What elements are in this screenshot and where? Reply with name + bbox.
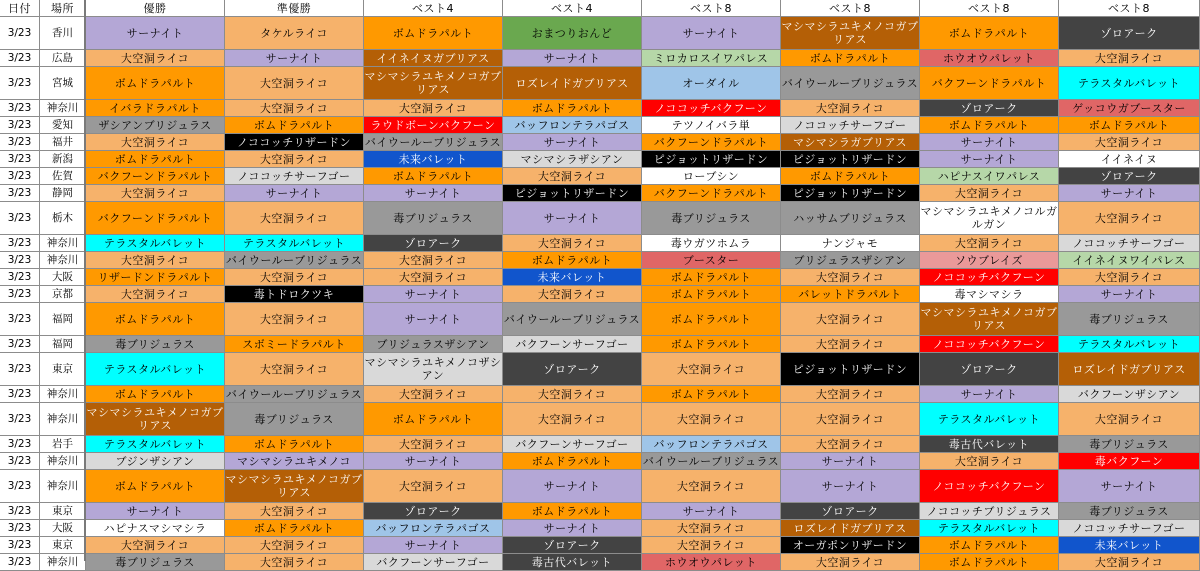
place-cell[interactable]: 東京 [40,503,86,520]
place-cell[interactable]: 神奈川 [40,554,86,571]
deck-cell[interactable]: バクフーンドラパルト [86,202,225,235]
deck-cell[interactable]: ボムドラパルト [642,286,781,303]
deck-cell[interactable]: ノココッチバクフーン [920,470,1059,503]
deck-cell[interactable]: マシマシラユキメノコ [225,453,364,470]
deck-cell[interactable]: 毒ブリジュラス [1059,503,1200,520]
deck-cell[interactable]: サーナイト [364,453,503,470]
deck-cell[interactable]: 毒ブリジュラス [1059,303,1200,336]
place-cell[interactable]: 神奈川 [40,252,86,269]
deck-cell[interactable]: テラスタルバレット [86,436,225,453]
column-header[interactable]: ベスト4 [364,0,503,17]
deck-cell[interactable]: ロズレイドガブリアス [1059,353,1200,386]
deck-cell[interactable]: ピジョットリザードン [781,151,920,168]
deck-cell[interactable]: イイネイヌワイパレス [1059,252,1200,269]
place-cell[interactable]: 東京 [40,353,86,386]
deck-cell[interactable]: 毒トドロクツキ [225,286,364,303]
deck-cell[interactable]: タケルライコ [225,17,364,50]
deck-cell[interactable]: バクフーンザシアン [1059,386,1200,403]
deck-cell[interactable]: ボムドラパルト [86,470,225,503]
deck-cell[interactable]: ブリジュラスザシアン [364,336,503,353]
deck-cell[interactable]: ゾロアーク [503,537,642,554]
date-cell[interactable]: 3/23 [0,67,40,100]
deck-cell[interactable]: 大空洞ライコ [642,470,781,503]
column-header[interactable]: 場所 [40,0,86,17]
deck-cell[interactable]: サーナイト [781,453,920,470]
deck-cell[interactable]: 大空洞ライコ [225,503,364,520]
column-header[interactable]: ベスト4 [503,0,642,17]
deck-cell[interactable]: 大空洞ライコ [642,537,781,554]
date-cell[interactable]: 3/23 [0,252,40,269]
column-header[interactable]: ベスト8 [781,0,920,17]
deck-cell[interactable]: バイウールーブリジュラス [781,67,920,100]
deck-cell[interactable]: サーナイト [642,17,781,50]
deck-cell[interactable]: ボムドラパルト [503,100,642,117]
deck-cell[interactable]: 毒古代バレット [503,554,642,571]
deck-cell[interactable]: マシマシラザシアン [503,151,642,168]
deck-cell[interactable]: 大空洞ライコ [225,537,364,554]
deck-cell[interactable]: マシマシラユキメノコガブリアス [225,470,364,503]
place-cell[interactable]: 新潟 [40,151,86,168]
deck-cell[interactable]: マシマシラユキメノコザシアン [364,353,503,386]
deck-cell[interactable]: ボムドラパルト [920,554,1059,571]
place-cell[interactable]: 神奈川 [40,100,86,117]
deck-cell[interactable]: ボムドラパルト [642,269,781,286]
place-cell[interactable]: 栃木 [40,202,86,235]
deck-cell[interactable]: 大空洞ライコ [1059,554,1200,571]
date-cell[interactable]: 3/23 [0,17,40,50]
place-cell[interactable]: 佐賀 [40,168,86,185]
deck-cell[interactable]: ローブシン [642,168,781,185]
date-cell[interactable]: 3/23 [0,100,40,117]
deck-cell[interactable]: 大空洞ライコ [225,353,364,386]
place-cell[interactable]: 神奈川 [40,453,86,470]
deck-cell[interactable]: バイウールーブリジュラス [642,453,781,470]
deck-cell[interactable]: ラウドボーンバクフーン [364,117,503,134]
place-cell[interactable]: 福井 [40,134,86,151]
deck-cell[interactable]: サーナイト [920,151,1059,168]
deck-cell[interactable]: 大空洞ライコ [1059,134,1200,151]
deck-cell[interactable]: 大空洞ライコ [225,100,364,117]
deck-cell[interactable]: 大空洞ライコ [1059,202,1200,235]
deck-cell[interactable]: ボムドラパルト [364,17,503,50]
date-cell[interactable]: 3/23 [0,235,40,252]
deck-cell[interactable]: ピジョットリザードン [503,185,642,202]
place-cell[interactable]: 大阪 [40,520,86,537]
deck-cell[interactable]: ブリジュラスザシアン [781,252,920,269]
deck-cell[interactable]: バクフーンサーフゴー [364,554,503,571]
deck-cell[interactable]: ノココッチバクフーン [920,269,1059,286]
deck-cell[interactable]: ノココッチサーフゴー [1059,520,1200,537]
place-cell[interactable]: 福岡 [40,303,86,336]
date-cell[interactable]: 3/23 [0,202,40,235]
date-cell[interactable]: 3/23 [0,168,40,185]
deck-cell[interactable]: ホウオウパレット [920,50,1059,67]
deck-cell[interactable]: 大空洞ライコ [1059,50,1200,67]
deck-cell[interactable]: ナンジャモ [781,235,920,252]
deck-cell[interactable]: 大空洞ライコ [920,185,1059,202]
deck-cell[interactable]: ボムドラパルト [642,303,781,336]
date-cell[interactable]: 3/23 [0,269,40,286]
deck-cell[interactable]: 大空洞ライコ [225,67,364,100]
deck-cell[interactable]: ノココッチバクフーン [642,100,781,117]
place-cell[interactable]: 静岡 [40,185,86,202]
deck-cell[interactable]: ボムドラパルト [503,252,642,269]
deck-cell[interactable]: 大空洞ライコ [781,554,920,571]
deck-cell[interactable]: ゾロアーク [1059,17,1200,50]
deck-cell[interactable]: 毒ウガツホムラ [642,235,781,252]
column-header[interactable]: 優勝 [86,0,225,17]
deck-cell[interactable]: ノココッチサーフゴー [225,168,364,185]
deck-cell[interactable]: イバラドラパルト [86,100,225,117]
deck-cell[interactable]: サーナイト [364,303,503,336]
date-cell[interactable]: 3/23 [0,117,40,134]
date-cell[interactable]: 3/23 [0,537,40,554]
deck-cell[interactable]: 毒ブリジュラス [642,202,781,235]
deck-cell[interactable]: 大空洞ライコ [642,403,781,436]
deck-cell[interactable]: テラスタルバレット [1059,336,1200,353]
deck-cell[interactable]: テツノイバラ単 [642,117,781,134]
deck-cell[interactable]: サーナイト [503,134,642,151]
date-cell[interactable]: 3/23 [0,436,40,453]
deck-cell[interactable]: 大空洞ライコ [225,554,364,571]
deck-cell[interactable]: バイウールーブリジュラス [225,386,364,403]
deck-cell[interactable]: バイウールーブリジュラス [503,303,642,336]
deck-cell[interactable]: ゾロアーク [364,503,503,520]
deck-cell[interactable]: サーナイト [364,185,503,202]
date-cell[interactable]: 3/23 [0,453,40,470]
deck-cell[interactable]: バイウールーブリジュラス [225,252,364,269]
date-cell[interactable]: 3/23 [0,554,40,571]
date-cell[interactable]: 3/23 [0,386,40,403]
column-header[interactable]: ベスト8 [1059,0,1200,17]
deck-cell[interactable]: ボムドラパルト [503,503,642,520]
deck-cell[interactable]: ボムドラパルト [642,336,781,353]
deck-cell[interactable]: 大空洞ライコ [364,269,503,286]
deck-cell[interactable]: ノココッチサーフゴー [781,117,920,134]
date-cell[interactable]: 3/23 [0,151,40,168]
column-header[interactable]: 日付 [0,0,40,17]
deck-cell[interactable]: サーナイト [225,50,364,67]
deck-cell[interactable]: 大空洞ライコ [503,403,642,436]
deck-cell[interactable]: 毒ブリジュラス [1059,436,1200,453]
deck-cell[interactable]: ゾロアーク [781,503,920,520]
deck-cell[interactable]: ノココッチリザードン [225,134,364,151]
deck-cell[interactable]: 大空洞ライコ [1059,403,1200,436]
deck-cell[interactable]: イイネイヌガブリアス [364,50,503,67]
place-cell[interactable]: 神奈川 [40,470,86,503]
deck-cell[interactable]: サーナイト [225,185,364,202]
deck-cell[interactable]: 大空洞ライコ [920,453,1059,470]
deck-cell[interactable]: ハピナスマシマシラ [86,520,225,537]
frozen-column-divider [84,0,86,561]
deck-cell[interactable]: 大空洞ライコ [86,537,225,554]
date-cell[interactable]: 3/23 [0,336,40,353]
place-cell[interactable]: 東京 [40,537,86,554]
deck-cell[interactable]: テラスタルバレット [1059,67,1200,100]
deck-cell[interactable]: ボムドラパルト [781,168,920,185]
deck-cell[interactable]: テラスタルバレット [225,235,364,252]
deck-cell[interactable]: ボムドラパルト [86,151,225,168]
deck-cell[interactable]: 毒バクフーン [1059,453,1200,470]
deck-cell[interactable]: バイウールーブリジュラス [364,134,503,151]
column-header[interactable]: ベスト8 [642,0,781,17]
deck-cell[interactable]: ボムドラパルト [86,67,225,100]
deck-cell[interactable]: 毒古代バレット [920,436,1059,453]
deck-cell[interactable]: ボムドラパルト [86,303,225,336]
deck-cell[interactable]: 大空洞ライコ [364,386,503,403]
deck-cell[interactable]: 大空洞ライコ [503,386,642,403]
place-cell[interactable]: 福岡 [40,336,86,353]
deck-cell[interactable]: ブジンザシアン [86,453,225,470]
deck-cell[interactable]: ロズレイドガブリアス [781,520,920,537]
place-cell[interactable]: 京都 [40,286,86,303]
deck-cell[interactable]: 未来バレット [364,151,503,168]
deck-cell[interactable]: オーダイル [642,67,781,100]
place-cell[interactable]: 岩手 [40,436,86,453]
deck-cell[interactable]: ボムドラパルト [364,403,503,436]
deck-cell[interactable]: 大空洞ライコ [86,185,225,202]
deck-cell[interactable]: サーナイト [503,202,642,235]
deck-cell[interactable]: ボムドラパルト [225,436,364,453]
place-cell[interactable]: 神奈川 [40,386,86,403]
deck-cell[interactable]: 毒ブリジュラス [86,554,225,571]
deck-cell[interactable]: 未来バレット [1059,537,1200,554]
deck-cell[interactable]: バクフーンサーフゴー [503,336,642,353]
deck-cell[interactable]: マシマシラガブリアス [781,134,920,151]
deck-cell[interactable]: ゲッコウガブースター [1059,100,1200,117]
place-cell[interactable]: 広島 [40,50,86,67]
deck-cell[interactable]: 大空洞ライコ [225,303,364,336]
deck-cell[interactable]: ハッサムブリジュラス [781,202,920,235]
deck-cell[interactable]: サーナイト [364,286,503,303]
deck-cell[interactable]: ピジョットリザードン [781,353,920,386]
deck-cell[interactable]: ノココッチサーフゴー [1059,235,1200,252]
place-cell[interactable]: 愛知 [40,117,86,134]
deck-cell[interactable]: ザシアンブリジュラス [86,117,225,134]
deck-cell[interactable]: テラスタルバレット [920,520,1059,537]
deck-cell[interactable]: ミロカロスイワパレス [642,50,781,67]
deck-cell[interactable]: バクフーンサーフゴー [503,436,642,453]
deck-cell[interactable]: ゾロアーク [1059,168,1200,185]
deck-cell[interactable]: マシマシラユキメノコガブリアス [920,303,1059,336]
deck-cell[interactable]: ボムドラパルト [1059,117,1200,134]
deck-cell[interactable]: ボムドラパルト [503,453,642,470]
place-cell[interactable]: 宮城 [40,67,86,100]
deck-cell[interactable]: 大空洞ライコ [86,252,225,269]
deck-cell[interactable]: リザードンドラパルト [86,269,225,286]
deck-cell[interactable]: ゾロアーク [364,235,503,252]
deck-cell[interactable]: ピジョットリザードン [642,151,781,168]
deck-cell[interactable]: 大空洞ライコ [642,353,781,386]
date-cell[interactable]: 3/23 [0,134,40,151]
date-cell[interactable]: 3/23 [0,520,40,537]
deck-cell[interactable]: 毒マシマシラ [920,286,1059,303]
deck-cell[interactable]: オーガポンリザードン [781,537,920,554]
deck-cell[interactable]: サーナイト [781,470,920,503]
deck-cell[interactable]: 大空洞ライコ [781,436,920,453]
deck-cell[interactable]: サーナイト [642,503,781,520]
column-header[interactable]: ベスト8 [920,0,1059,17]
deck-cell[interactable]: サーナイト [86,503,225,520]
deck-cell[interactable]: ゾロアーク [503,353,642,386]
deck-cell[interactable]: マシマシラユキメノコガブリアス [364,67,503,100]
deck-cell[interactable]: サーナイト [1059,286,1200,303]
deck-cell[interactable]: テラスタルバレット [920,403,1059,436]
deck-cell[interactable]: ノココッチブリジュラス [920,503,1059,520]
deck-cell[interactable]: 大空洞ライコ [225,269,364,286]
deck-cell[interactable]: バレットドラパルト [781,286,920,303]
deck-cell[interactable]: 大空洞ライコ [503,168,642,185]
date-cell[interactable]: 3/23 [0,50,40,67]
deck-cell[interactable]: バッフロンテラパゴス [642,436,781,453]
deck-cell[interactable]: 大空洞ライコ [225,202,364,235]
deck-cell[interactable]: バクフーンドラパルト [86,168,225,185]
deck-cell[interactable]: 大空洞ライコ [86,134,225,151]
deck-cell[interactable]: 大空洞ライコ [781,386,920,403]
place-cell[interactable]: 大阪 [40,269,86,286]
deck-cell[interactable]: 大空洞ライコ [920,235,1059,252]
place-cell[interactable]: 神奈川 [40,235,86,252]
deck-cell[interactable]: ホウオウパレット [642,554,781,571]
deck-cell[interactable]: ボムドラパルト [364,168,503,185]
place-cell[interactable]: 神奈川 [40,403,86,436]
deck-cell[interactable]: サーナイト [1059,185,1200,202]
deck-cell[interactable]: 大空洞ライコ [86,50,225,67]
deck-cell[interactable]: ロズレイドガブリアス [503,67,642,100]
deck-cell[interactable]: ゾロアーク [920,353,1059,386]
deck-cell[interactable]: ハピナスイワパレス [920,168,1059,185]
deck-cell[interactable]: ボムドラパルト [86,386,225,403]
deck-cell[interactable]: マシマシラユキメノコガブリアス [86,403,225,436]
place-cell[interactable]: 香川 [40,17,86,50]
deck-cell[interactable]: ボムドラパルト [781,50,920,67]
deck-cell[interactable]: 大空洞ライコ [1059,269,1200,286]
deck-cell[interactable]: スボミードラパルト [225,336,364,353]
deck-cell[interactable]: イイネイヌ [1059,151,1200,168]
deck-cell[interactable]: 大空洞ライコ [364,100,503,117]
deck-cell[interactable]: 大空洞ライコ [364,252,503,269]
deck-cell[interactable]: サーナイト [503,520,642,537]
deck-cell[interactable]: 大空洞ライコ [225,151,364,168]
deck-cell[interactable]: ボムドラパルト [225,117,364,134]
deck-cell[interactable]: 未来バレット [503,269,642,286]
deck-cell[interactable]: ボムドラパルト [225,520,364,537]
deck-cell[interactable]: 大空洞ライコ [642,520,781,537]
deck-cell[interactable]: 大空洞ライコ [781,303,920,336]
deck-cell[interactable]: 大空洞ライコ [364,470,503,503]
deck-cell[interactable]: バッフロンテラパゴス [503,117,642,134]
deck-cell[interactable]: マシマシラユキメノコガブリアス [781,17,920,50]
deck-cell[interactable]: 大空洞ライコ [781,100,920,117]
deck-cell[interactable]: バクフーンドラパルト [920,67,1059,100]
date-cell[interactable]: 3/23 [0,303,40,336]
deck-cell[interactable]: 大空洞ライコ [86,286,225,303]
date-cell[interactable]: 3/23 [0,403,40,436]
deck-cell[interactable]: ゾロアーク [920,100,1059,117]
deck-cell[interactable]: 毒ブリジュラス [364,202,503,235]
deck-cell[interactable]: 毒ブリジュラス [225,403,364,436]
column-header[interactable]: 準優勝 [225,0,364,17]
deck-cell[interactable]: ブースター [642,252,781,269]
deck-cell[interactable]: サーナイト [86,17,225,50]
deck-cell[interactable]: サーナイト [503,50,642,67]
deck-cell[interactable]: ボムドラパルト [920,117,1059,134]
deck-cell[interactable]: バクフーンドラパルト [642,185,781,202]
date-cell[interactable]: 3/23 [0,185,40,202]
date-cell[interactable]: 3/23 [0,470,40,503]
deck-cell[interactable]: サーナイト [503,470,642,503]
date-cell[interactable]: 3/23 [0,503,40,520]
deck-cell[interactable]: ノココッチバクフーン [920,336,1059,353]
deck-cell[interactable]: 大空洞ライコ [781,269,920,286]
deck-cell[interactable]: ソウブレイズ [920,252,1059,269]
deck-cell[interactable]: サーナイト [364,537,503,554]
deck-cell[interactable]: 大空洞ライコ [503,286,642,303]
deck-cell[interactable]: バクフーンドラパルト [642,134,781,151]
deck-cell[interactable]: サーナイト [1059,470,1200,503]
deck-cell[interactable]: テラスタルバレット [86,235,225,252]
deck-cell[interactable]: サーナイト [920,386,1059,403]
date-cell[interactable]: 3/23 [0,286,40,303]
deck-cell[interactable]: サーナイト [920,134,1059,151]
deck-cell[interactable]: 大空洞ライコ [781,403,920,436]
date-cell[interactable]: 3/23 [0,353,40,386]
deck-cell[interactable]: 大空洞ライコ [364,436,503,453]
deck-cell[interactable]: テラスタルバレット [86,353,225,386]
deck-cell[interactable]: 大空洞ライコ [503,235,642,252]
deck-cell[interactable]: バッフロンテラパゴス [364,520,503,537]
deck-cell[interactable]: ボムドラパルト [642,386,781,403]
deck-cell[interactable]: ボムドラパルト [920,17,1059,50]
deck-cell[interactable]: 大空洞ライコ [781,336,920,353]
deck-cell[interactable]: ピジョットリザードン [781,185,920,202]
deck-cell[interactable]: マシマシラユキメノコルガルガン [920,202,1059,235]
deck-cell[interactable]: おまつりおんど [503,17,642,50]
deck-cell[interactable]: ボムドラパルト [920,537,1059,554]
deck-cell[interactable]: 毒ブリジュラス [86,336,225,353]
